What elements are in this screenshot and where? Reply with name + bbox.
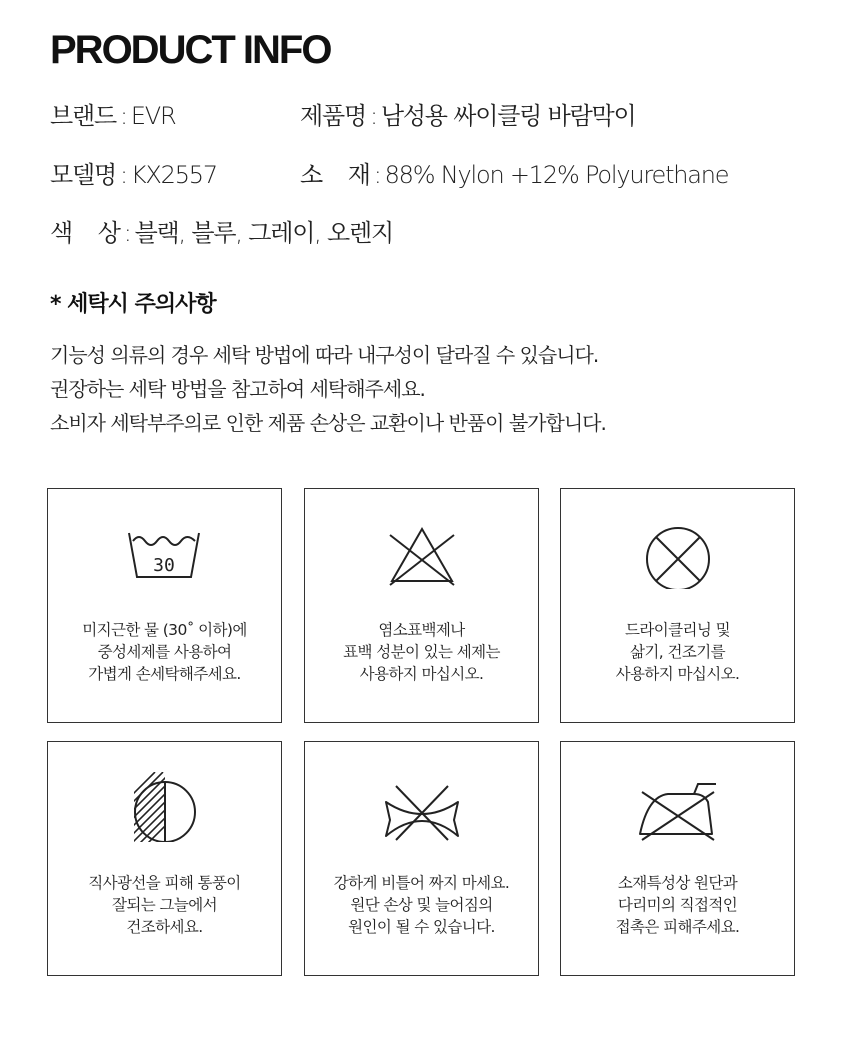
info-row-brand-product <box>50 100 636 132</box>
dry-in-shade-icon <box>115 772 215 842</box>
care-card-text <box>565 872 790 938</box>
no-dry-clean-icon <box>628 519 728 589</box>
product-name-info <box>300 100 636 132</box>
separator: : <box>373 161 381 189</box>
care-line: 건조하세요. <box>126 918 203 936</box>
care-card-wring <box>304 741 539 976</box>
care-heading: * 세탁시 주의사항 <box>50 292 216 317</box>
care-line: 직사광선을 피해 통풍이 <box>88 874 241 892</box>
page-title: PRODUCT INFO <box>50 28 331 72</box>
care-card-text <box>565 619 790 685</box>
color-label: 색 상 <box>50 219 120 247</box>
separator: : <box>119 161 127 189</box>
separator: : <box>123 219 131 247</box>
no-bleach-icon <box>372 519 472 589</box>
color-value: 블랙, 블루, 그레이, 오렌지 <box>134 219 393 247</box>
separator: : <box>369 102 377 130</box>
care-card-dry-clean <box>560 488 795 723</box>
info-row-model-material <box>50 159 729 191</box>
color-info <box>50 219 393 247</box>
care-line: 사용하지 마십시오. <box>615 665 740 683</box>
no-iron-icon <box>628 772 728 842</box>
separator: : <box>119 102 127 130</box>
care-line: 원단 손상 및 늘어짐의 <box>350 896 493 914</box>
care-line: 소재특성상 원단과 <box>617 874 738 892</box>
material-info <box>300 159 728 191</box>
care-card-text <box>309 619 534 685</box>
care-card-bleach <box>304 488 539 723</box>
care-card-wash <box>47 488 282 723</box>
care-line: 접촉은 피해주세요. <box>615 918 740 936</box>
care-note: 권장하는 세탁 방법을 참고하여 세탁해주세요. <box>50 377 425 401</box>
brand-value: EVR <box>130 102 176 130</box>
care-line: 미지근한 물 (30˚ 이하)에 <box>82 621 247 639</box>
product-name-value: 남성용 싸이클링 바람막이 <box>380 102 636 130</box>
care-notes <box>50 338 606 440</box>
model-value: KX2557 <box>130 161 217 189</box>
wash-30-icon <box>115 519 215 589</box>
care-line: 사용하지 마십시오. <box>359 665 484 683</box>
info-row-color <box>50 217 393 249</box>
care-line: 강하게 비틀어 짜지 마세요. <box>333 874 510 892</box>
care-line: 가볍게 손세탁해주세요. <box>88 665 241 683</box>
care-line: 원인이 될 수 있습니다. <box>348 918 495 936</box>
care-card-shade-dry <box>47 741 282 976</box>
care-line: 잘되는 그늘에서 <box>112 896 217 914</box>
brand-info <box>50 102 176 130</box>
no-wring-icon <box>372 772 472 842</box>
care-card-text <box>309 872 534 938</box>
brand-label: 브랜드 <box>50 102 116 130</box>
care-line: 드라이클리닝 및 <box>625 621 730 639</box>
model-label: 모델명 <box>50 161 116 189</box>
care-line: 삶기, 건조기를 <box>630 643 725 661</box>
material-label: 소 재 <box>300 161 370 189</box>
care-note: 소비자 세탁부주의로 인한 제품 손상은 교환이나 반품이 불가합니다. <box>50 411 606 435</box>
care-note: 기능성 의류의 경우 세탁 방법에 따라 내구성이 달라질 수 있습니다. <box>50 343 599 367</box>
care-line: 염소표백제나 <box>378 621 465 639</box>
material-value: 88% Nylon +12% Polyurethane <box>384 161 729 189</box>
care-card-iron <box>560 741 795 976</box>
model-info <box>50 161 217 189</box>
wash-temperature: 30 <box>153 555 175 576</box>
care-line: 표백 성분이 있는 세제는 <box>343 643 500 661</box>
care-line: 중성세제를 사용하여 <box>97 643 232 661</box>
care-line: 다리미의 직접적인 <box>617 896 738 914</box>
product-name-label: 제품명 <box>300 102 366 130</box>
care-card-text <box>52 619 277 685</box>
care-card-text <box>52 872 277 938</box>
